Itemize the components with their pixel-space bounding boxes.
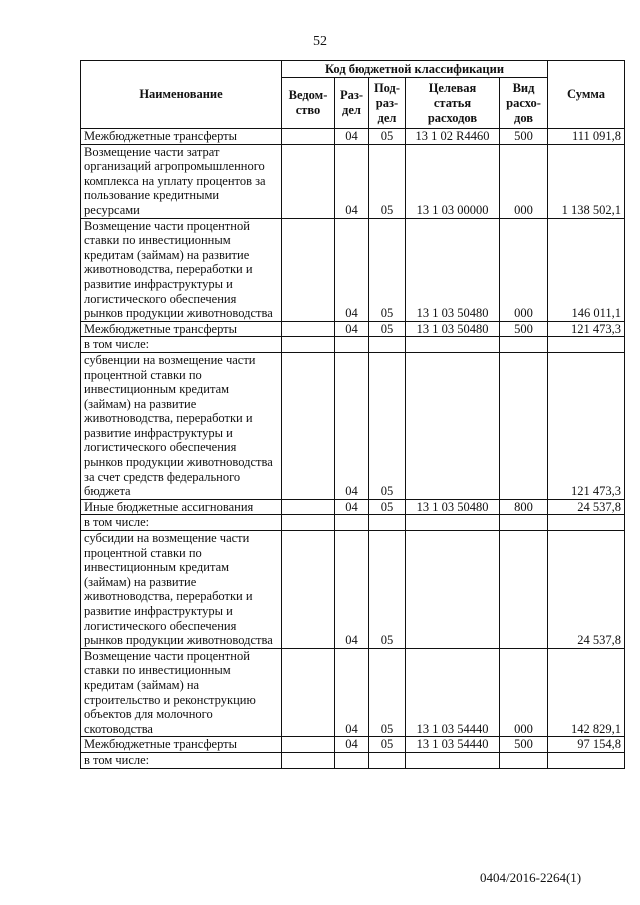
row-podrazdel: 05 <box>369 531 406 649</box>
row-vid: 800 <box>500 499 548 515</box>
table-row <box>81 321 625 337</box>
row-vid <box>500 531 548 649</box>
row-vid: 000 <box>500 648 548 737</box>
row-target: 13 1 02 R4460 <box>406 129 500 145</box>
row-razdel: 04 <box>335 499 369 515</box>
row-ved <box>282 321 335 337</box>
row-podrazdel: 05 <box>369 499 406 515</box>
page-number: 52 <box>313 34 327 49</box>
table-row <box>81 144 625 218</box>
row-razdel: 04 <box>335 737 369 753</box>
row-podrazdel: 05 <box>369 321 406 337</box>
row-name: Межбюджетные трансферты <box>81 321 282 337</box>
row-vid: 500 <box>500 129 548 145</box>
table-row <box>81 752 625 768</box>
row-sum: 24 537,8 <box>548 531 625 649</box>
row-podrazdel: 05 <box>369 144 406 218</box>
row-razdel: 04 <box>335 648 369 737</box>
row-target: 13 1 03 00000 <box>406 144 500 218</box>
row-ved <box>282 337 335 353</box>
row-target <box>406 752 500 768</box>
row-name: Межбюджетные трансферты <box>81 129 282 145</box>
row-name: Возмещение части затрат организаций агропромышленного комплекса на уплату процентов за пользование кредитными ресурсами <box>81 144 282 218</box>
row-vid: 000 <box>500 144 548 218</box>
header-razdel: Раз- дел <box>335 78 369 129</box>
table-row <box>81 515 625 531</box>
header-code-group: Код бюджетной классификации <box>282 61 548 78</box>
row-sum: 1 138 502,1 <box>548 144 625 218</box>
row-target: 13 1 03 54440 <box>406 648 500 737</box>
header-vedomstvo: Ведом- ство <box>282 78 335 129</box>
row-podrazdel: 05 <box>369 737 406 753</box>
row-target: 13 1 03 50480 <box>406 499 500 515</box>
row-vid: 000 <box>500 218 548 321</box>
row-name: в том числе: <box>81 515 282 531</box>
row-target: 13 1 03 54440 <box>406 737 500 753</box>
row-target: 13 1 03 50480 <box>406 321 500 337</box>
row-podrazdel: 05 <box>369 129 406 145</box>
row-target <box>406 531 500 649</box>
row-name: Иные бюджетные ассигнования <box>81 499 282 515</box>
budget-table <box>80 60 625 769</box>
row-vid: 500 <box>500 737 548 753</box>
row-razdel: 04 <box>335 321 369 337</box>
row-vid <box>500 337 548 353</box>
row-razdel: 04 <box>335 144 369 218</box>
row-razdel <box>335 337 369 353</box>
row-ved <box>282 144 335 218</box>
header-vid: Вид расхо- дов <box>500 78 548 129</box>
row-name: в том числе: <box>81 752 282 768</box>
row-razdel <box>335 752 369 768</box>
header-name: Наименование <box>81 61 282 129</box>
row-vid <box>500 515 548 531</box>
table-row <box>81 218 625 321</box>
row-target: 13 1 03 50480 <box>406 218 500 321</box>
row-podrazdel <box>369 515 406 531</box>
row-name: в том числе: <box>81 337 282 353</box>
row-razdel: 04 <box>335 352 369 499</box>
row-target <box>406 515 500 531</box>
row-sum: 24 537,8 <box>548 499 625 515</box>
row-vid <box>500 752 548 768</box>
row-sum: 97 154,8 <box>548 737 625 753</box>
row-ved <box>282 352 335 499</box>
row-target <box>406 337 500 353</box>
row-vid <box>500 352 548 499</box>
table-row <box>81 499 625 515</box>
document-code: 0404/2016-2264(1) <box>480 870 582 885</box>
row-podrazdel: 05 <box>369 352 406 499</box>
header-sum: Сумма <box>548 61 625 129</box>
row-podrazdel <box>369 752 406 768</box>
header-target: Целевая статья расходов <box>406 78 500 129</box>
table-row <box>81 352 625 499</box>
row-name: субвенции на возмещение части процентной ставки по инвестиционным кредитам (займам) на развитие животноводства, переработки и развитие инфраструктуры и логистического обеспечения рынков продукции животноводства за счет средств федерального бюджета <box>81 352 282 499</box>
row-podrazdel <box>369 337 406 353</box>
row-sum: 142 829,1 <box>548 648 625 737</box>
row-ved <box>282 648 335 737</box>
row-sum <box>548 337 625 353</box>
row-ved <box>282 499 335 515</box>
table-row <box>81 531 625 649</box>
table-row <box>81 737 625 753</box>
row-name: Возмещение части процентной ставки по инвестиционным кредитам (займам) на строительство и реконструкцию объектов для молочного скотоводства <box>81 648 282 737</box>
row-sum: 111 091,8 <box>548 129 625 145</box>
row-name: субсидии на возмещение части процентной ставки по инвестиционным кредитам (займам) на развитие животноводства, переработки и развитие инфраструктуры и логистического обеспечения рынков продукции животноводства <box>81 531 282 649</box>
row-ved <box>282 218 335 321</box>
row-podrazdel: 05 <box>369 218 406 321</box>
row-vid: 500 <box>500 321 548 337</box>
row-sum <box>548 752 625 768</box>
row-ved <box>282 752 335 768</box>
row-ved <box>282 737 335 753</box>
header-row-top <box>81 61 625 78</box>
row-razdel <box>335 515 369 531</box>
row-ved <box>282 129 335 145</box>
row-razdel: 04 <box>335 531 369 649</box>
row-sum: 121 473,3 <box>548 321 625 337</box>
row-sum: 121 473,3 <box>548 352 625 499</box>
row-ved <box>282 515 335 531</box>
row-name: Возмещение части процентной ставки по инвестиционным кредитам (займам) на развитие животноводства, переработки и развитие инфраструктуры и логистического обеспечения рынков продукции животноводства <box>81 218 282 321</box>
row-sum: 146 011,1 <box>548 218 625 321</box>
row-ved <box>282 531 335 649</box>
row-razdel: 04 <box>335 129 369 145</box>
row-razdel: 04 <box>335 218 369 321</box>
table-row <box>81 648 625 737</box>
table-row <box>81 129 625 145</box>
table-row <box>81 337 625 353</box>
row-sum <box>548 515 625 531</box>
row-target <box>406 352 500 499</box>
row-podrazdel: 05 <box>369 648 406 737</box>
row-name: Межбюджетные трансферты <box>81 737 282 753</box>
header-podrazdel: Под- раз- дел <box>369 78 406 129</box>
